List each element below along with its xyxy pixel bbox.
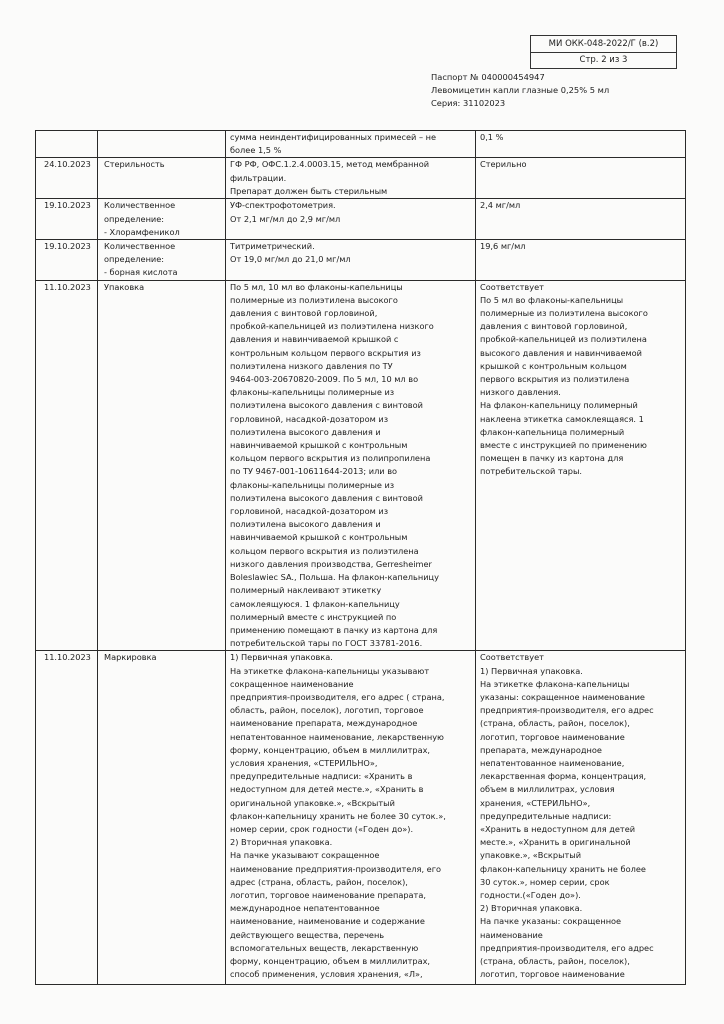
table-row (36, 131, 686, 158)
table-row (36, 199, 686, 240)
requirement-cell: 1) Первичная упаковка. На этикетке флакона-капельницы указывают сокращенное наименование предприятия-производителя, его адрес ( страна, область, район, поселок), логотип, торговое наименование препарата, международное непатентованное наименование, лекарственную форму, концентрацию, объем в миллилитрах, условия хранения, «СТЕРИЛЬНО», предупредительные надписи: «Хранить в недоступном для детей месте.», «Хранить в оригинальной упаковке.», «Вскрытый флакон-капельницу хранить не более 30 суток.», номер серии, срок годности («Годен до»). 2) Вторичная упаковка. На пачке указывают сокращенное наименование предприятия-производителя, его адрес (страна, область, район, поселок), логотип, торговое наименование препарата, международное непатентованное наименование, наименование и содержание действующего вещества, перечень вспомогательных веществ, лекарственную форму, концентрацию, объем в миллилитрах, способ применения, условия хранения, «Л», (226, 651, 476, 985)
result-cell: Соответствует 1) Первичная упаковка. На этикетке флакона-капельницы указаны: сокращенное наименование предприятия-производителя, его адрес (страна, область, район, поселок), логотип, торговое наименование препарата, международное непатентованное наименование, лекарственная форма, концентрация, объем в миллилитрах, условия хранения, «СТЕРИЛЬНО», предупредительные надписи: «Хранить в недоступном для детей месте.», «Хранить в оригинальной упаковке.», «Вскрытый флакон-капельницу хранить не более 30 суток.», номер серии, срок годности.(«Годен до»). 2) Вторичная упаковка. На пачке указаны: сокращенное наименование предприятия-производителя, его адрес (страна, область, район, поселок), логотип, торговое наименование (476, 651, 686, 985)
parameter-cell (98, 131, 226, 158)
parameter-cell: Количественное определение: - Хлорамфеникол (98, 199, 226, 240)
date-cell: 24.10.2023 (36, 158, 98, 199)
date-cell: 11.10.2023 (36, 280, 98, 651)
requirement-cell: сумма неиндентифицированных примесей – не более 1,5 % (226, 131, 476, 158)
document-code: МИ ОКК-048-2022/Г (в.2) (531, 36, 676, 53)
date-cell (36, 131, 98, 158)
product-name: Левомицетин капли глазные 0,25% 5 мл (431, 85, 610, 95)
series-number: Серия: 31102023 (431, 98, 506, 108)
date-cell: 19.10.2023 (36, 240, 98, 281)
passport-header (431, 71, 609, 110)
parameter-cell: Упаковка (98, 280, 226, 651)
parameter-cell: Стерильность (98, 158, 226, 199)
table-row (36, 280, 686, 651)
result-cell: Стерильно (476, 158, 686, 199)
parameter-cell: Маркировка (98, 651, 226, 985)
date-cell: 19.10.2023 (36, 199, 98, 240)
passport-number: Паспорт № 040000454947 (431, 72, 545, 82)
result-cell: 0,1 % (476, 131, 686, 158)
table-row (36, 158, 686, 199)
page-number: Стр. 2 из 3 (579, 55, 628, 65)
result-cell: 2,4 мг/мл (476, 199, 686, 240)
quality-control-table (35, 130, 686, 985)
result-cell: Соответствует По 5 мл во флаконы-капельницы полимерные из полиэтилена высокого давления с винтовой горловиной, пробкой-капельницей из полиэтилена высокого давления и навинчиваемой крышкой с контрольным кольцом первого вскрытия из полиэтилена низкого давления. На флакон-капельницу полимерный наклеена этикетка самоклеящаяся. 1 флакон-капельница полимерный вместе с инструкцией по применению помещен в пачку из картона для потребительской тары. (476, 280, 686, 651)
date-cell: 11.10.2023 (36, 651, 98, 985)
result-cell: 19,6 мг/мл (476, 240, 686, 281)
requirement-cell: ГФ РФ, ОФС.1.2.4.0003.15, метод мембранной фильтрации. Препарат должен быть стерильным (226, 158, 476, 199)
document-code-box (530, 35, 677, 69)
parameter-cell: Количественное определение: - борная кислота (98, 240, 226, 281)
table-row (36, 240, 686, 281)
requirement-cell: Титриметрический. От 19,0 мг/мл до 21,0 мг/мл (226, 240, 476, 281)
requirement-cell: По 5 мл, 10 мл во флаконы-капельницы полимерные из полиэтилена высокого давления с винтовой горловиной, пробкой-капельницей из полиэтилена низкого давления и навинчиваемой крышкой с контрольным кольцом первого вскрытия из полиэтилена низкого давления по ТУ 9464-003-20670820-2009. По 5 мл, 10 мл во флаконы-капельницы полимерные из полиэтилена высокого давления с винтовой горловиной, насадкой-дозатором из полиэтилена высокого давления и навинчиваемой крышкой с контрольным кольцом первого вскрытия из полипропилена по ТУ 9467-001-10611644-2013; или во флаконы-капельницы полимерные из полиэтилена высокого давления с винтовой горловиной, насадкой-дозатором из полиэтилена высокого давления и навинчиваемой крышкой с контрольным кольцом первого вскрытия из полиэтилена низкого давления производства, Gerresheimer Boleslawiec SA., Польша. На флакон-капельницу полимерный наклеивают этикетку самоклеящуюся. 1 флакон-капельницу полимерный вместе с инструкцией по применению помещают в пачку из картона для потребительской тары по ГОСТ 33781-2016. (226, 280, 476, 651)
table-row (36, 651, 686, 985)
requirement-cell: УФ-спектрофотометрия. От 2,1 мг/мл до 2,9 мг/мл (226, 199, 476, 240)
